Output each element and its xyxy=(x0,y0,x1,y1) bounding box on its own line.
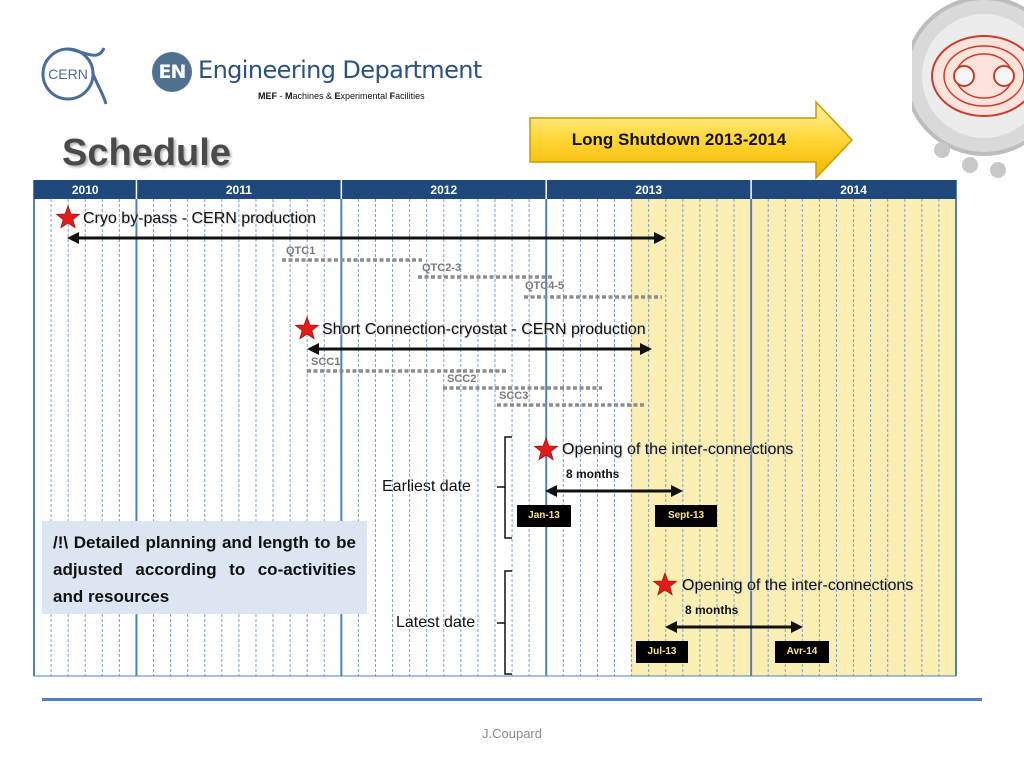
scc3-label: SCC3 xyxy=(499,390,529,402)
cern-logo-text: CERN xyxy=(48,66,88,82)
latest-date-bracket xyxy=(497,571,512,674)
qtc4-5-label: QTC4-5 xyxy=(525,280,565,292)
short-connection-label: Short Connection-cryostat - CERN production xyxy=(322,321,646,338)
year-label-2013: 2013 xyxy=(635,183,663,197)
qtc1-label: QTC1 xyxy=(286,245,316,257)
en-badge: EN xyxy=(152,52,192,92)
year-header-bar xyxy=(34,180,956,199)
latest-date-label: Latest date xyxy=(396,614,476,631)
scc2-label: SCC2 xyxy=(447,373,477,385)
planning-note: /!\ Detailed planning and length to be adjusted according to co-activities and resources xyxy=(42,521,367,614)
latest-end-date-box: Avr-14 xyxy=(775,641,829,663)
footer-divider xyxy=(42,698,982,701)
year-label-2014: 2014 xyxy=(840,183,867,197)
footer-author: J.Coupard xyxy=(482,726,542,741)
earliest-date-label: Earliest date xyxy=(382,478,471,495)
long-shutdown-label: Long Shutdown 2013-2014 xyxy=(571,130,787,149)
latest-duration-label: 8 months xyxy=(685,603,739,617)
earliest-duration-label: 8 months xyxy=(566,467,620,481)
earliest-end-date-box: Sept-13 xyxy=(655,505,717,527)
cryo-bypass-label: Cryo by-pass - CERN production xyxy=(83,210,316,227)
earliest-event-label: Opening of the inter-connections xyxy=(562,441,794,458)
latest-event-label: Opening of the inter-connections xyxy=(682,577,914,594)
shutdown-period-shading xyxy=(631,199,956,676)
earliest-date-bracket xyxy=(497,437,512,538)
year-label-2010: 2010 xyxy=(71,183,99,197)
department-title: Engineering Department xyxy=(198,56,482,84)
department-subtitle: MEF - Machines & Experimental Facilities xyxy=(258,91,425,101)
cryo-bypass-arrow-head-left xyxy=(67,232,79,244)
latest-start-date-box: Jul-13 xyxy=(636,641,688,663)
short-connection-arrow-head-left xyxy=(307,343,319,355)
year-label-2011: 2011 xyxy=(225,183,252,197)
year-label-2012: 2012 xyxy=(430,183,458,197)
slide-title: Schedule xyxy=(62,132,231,174)
qtc2-3-label: QTC2-3 xyxy=(422,262,462,274)
scc1-label: SCC1 xyxy=(311,356,341,368)
earliest-start-date-box: Jan-13 xyxy=(517,505,571,527)
